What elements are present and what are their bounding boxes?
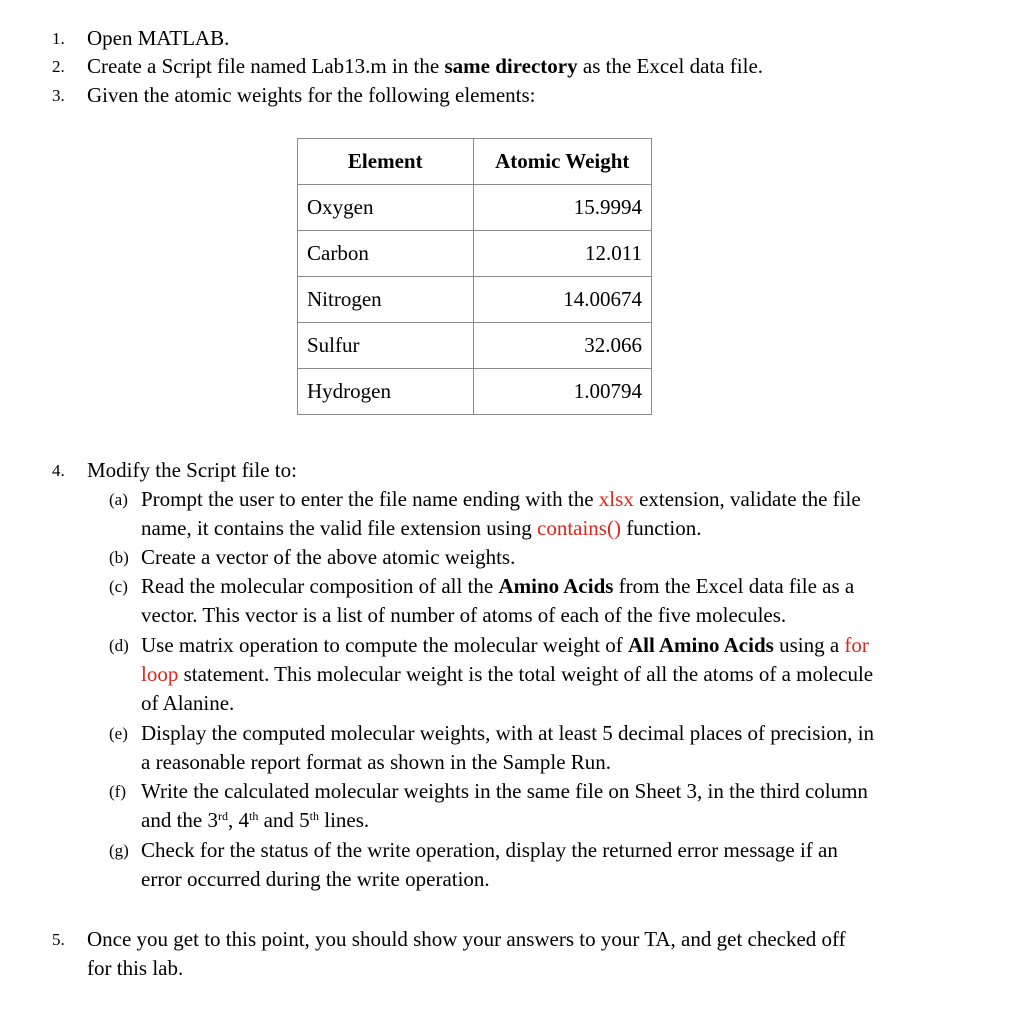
text-line — [141, 572, 981, 601]
element-cell: Nitrogen — [298, 277, 474, 323]
text-line: Check for the status of the write operation, display the returned error message if an — [141, 838, 838, 862]
superscript: th — [309, 809, 319, 823]
text-run: , 4 — [227, 808, 249, 832]
step-text: Open MATLAB. — [87, 26, 230, 50]
step-number: 4. — [52, 461, 65, 480]
column-header-weight: Atomic Weight — [473, 139, 651, 185]
text-line: vector. This vector is a list of number of atoms of each of the five molecules. — [141, 603, 787, 627]
superscript: th — [248, 809, 259, 823]
text-run: name, it contains the valid file extension using — [141, 516, 537, 540]
weight-cell: 15.9994 — [473, 185, 651, 231]
text-line: for this lab. — [87, 956, 184, 980]
subitem-label: (a) — [109, 490, 128, 509]
bold-run: All Amino Acids — [627, 633, 774, 657]
table-row — [298, 185, 652, 231]
element-cell: Hydrogen — [298, 369, 474, 415]
text-line: error occurred during the write operation. — [141, 867, 490, 891]
table-row — [298, 231, 652, 277]
text-line — [141, 806, 981, 835]
step-text — [87, 925, 846, 983]
subitem-text — [141, 836, 981, 894]
subitem-label: (g) — [109, 841, 129, 860]
step-text: Modify the Script file to: — [87, 458, 297, 482]
bold-run: Amino Acids — [498, 574, 614, 598]
text-run: extension, validate the file — [633, 487, 861, 511]
text-run: as the Excel data file. — [577, 54, 764, 78]
subitem-label: (c) — [109, 577, 128, 596]
text-line — [141, 631, 981, 660]
text-run: Read the molecular composition of all the — [141, 574, 499, 598]
column-header-element: Element — [298, 139, 474, 185]
text-line — [141, 660, 981, 689]
text-run: using a — [773, 633, 845, 657]
highlight-run: xlsx — [598, 487, 634, 511]
step-number: 1. — [52, 29, 65, 48]
element-cell: Sulfur — [298, 323, 474, 369]
subitem-label: (f) — [109, 782, 126, 801]
subitem-text — [141, 777, 981, 835]
text-line: a reasonable report format as shown in the Sample Run. — [141, 750, 612, 774]
text-run: from the Excel data file as a — [613, 574, 855, 598]
step-number: 2. — [52, 57, 65, 76]
atomic-weight-table — [297, 138, 652, 415]
text-run: Use matrix operation to compute the molecular weight of — [141, 633, 628, 657]
step-number: 5. — [52, 930, 65, 949]
subitem-label: (d) — [109, 636, 129, 655]
weight-cell: 1.00794 — [473, 369, 651, 415]
subitem-label: (e) — [109, 724, 128, 743]
weight-cell: 14.00674 — [473, 277, 651, 323]
text-run: lines. — [319, 808, 370, 832]
text-run: statement. This molecular weight is the total weight of all the atoms of a molecule — [178, 662, 874, 686]
text-run: function. — [620, 516, 702, 540]
step-number: 3. — [52, 86, 65, 105]
bold-run: same directory — [444, 54, 578, 78]
subitem-text — [141, 631, 981, 718]
subitem-text: Create a vector of the above atomic weights. — [141, 545, 516, 569]
highlight-run: for — [844, 633, 869, 657]
element-cell: Carbon — [298, 231, 474, 277]
text-line: Display the computed molecular weights, with at least 5 decimal places of precision, in — [141, 721, 875, 745]
subitem-text — [141, 719, 981, 777]
text-line: of Alanine. — [141, 691, 235, 715]
weight-cell: 12.011 — [473, 231, 651, 277]
text-line: Once you get to this point, you should show your answers to your TA, and get checked off — [87, 927, 846, 951]
superscript: rd — [217, 809, 228, 823]
table-row — [298, 323, 652, 369]
text-line — [141, 485, 981, 514]
step-text — [87, 52, 763, 81]
text-line — [141, 514, 981, 543]
subitem-label: (b) — [109, 548, 129, 567]
table-header-row — [298, 139, 652, 185]
text-run: Prompt the user to enter the file name ending with the — [141, 487, 599, 511]
weight-cell: 32.066 — [473, 323, 651, 369]
highlight-run: contains() — [537, 516, 621, 540]
text-run: Create a Script file named Lab13.m in the — [87, 54, 445, 78]
highlight-run: loop — [141, 662, 179, 686]
text-run: and the 3 — [141, 808, 218, 832]
table-row — [298, 369, 652, 415]
text-line: Write the calculated molecular weights in the same file on Sheet 3, in the third column — [141, 779, 868, 803]
subitem-text — [141, 485, 981, 543]
subitem-text — [141, 572, 981, 630]
text-run: and 5 — [258, 808, 310, 832]
table-row — [298, 277, 652, 323]
element-cell: Oxygen — [298, 185, 474, 231]
step-text: Given the atomic weights for the following elements: — [87, 83, 536, 107]
